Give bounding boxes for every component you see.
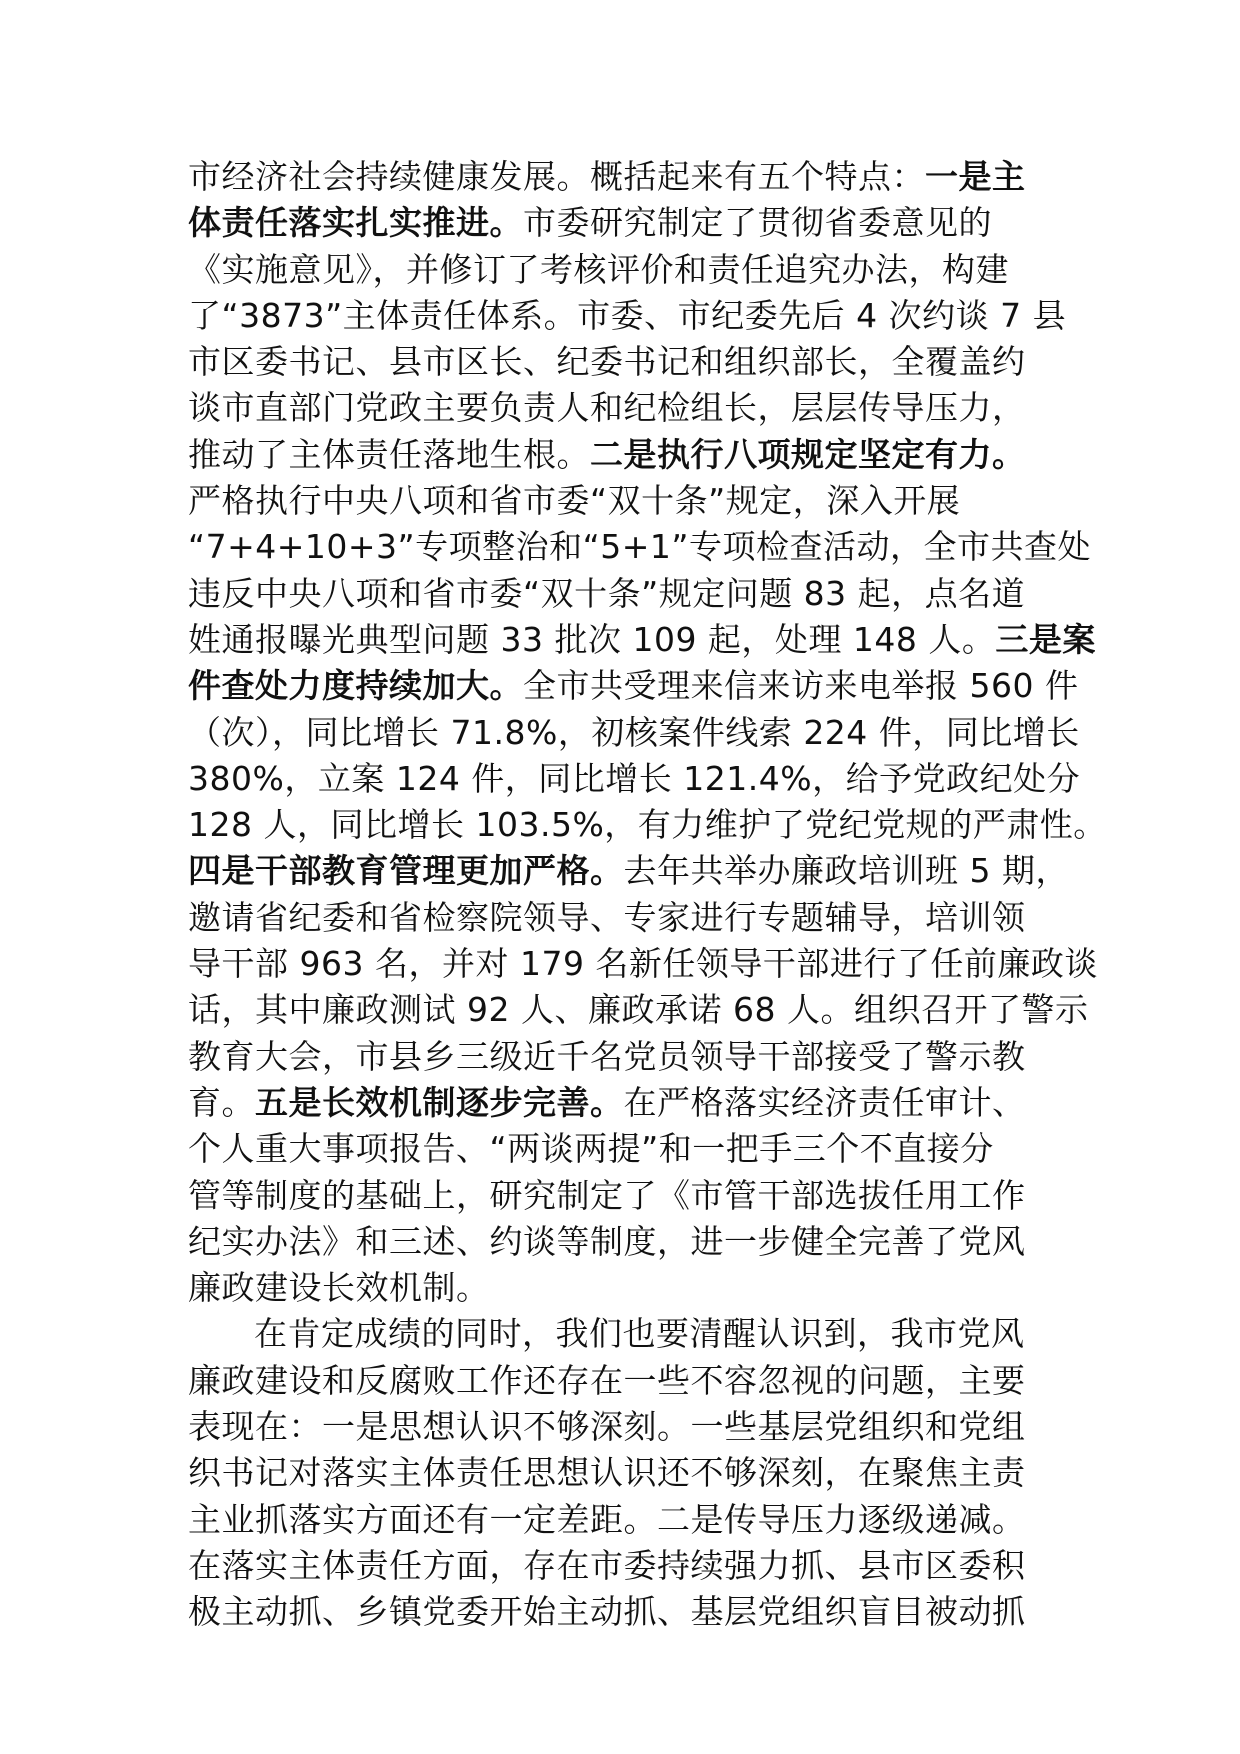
text-line: [188, 571, 1063, 617]
text-line: [188, 1034, 1063, 1080]
bold-heading-text: 二是执行八项规定坚定有力。: [590, 434, 1026, 474]
body-text: 市区委书记、县市区长、纪委书记和组织部长，全覆盖约: [188, 342, 1026, 382]
text-line: [188, 663, 1079, 709]
bold-heading-text: 件查处力度持续加大。: [188, 666, 523, 706]
text-line: [188, 1450, 1063, 1496]
body-text: 谈市直部门党政主要负责人和纪检组长，层层传导压力，: [188, 388, 1026, 428]
body-text: 去年共举办廉政培训班 5 期，: [623, 851, 1069, 891]
text-line: [188, 802, 1107, 848]
body-text: 在落实主体责任方面，存在市委持续强力抓、县市区委积: [188, 1545, 1026, 1585]
text-line: [188, 987, 1089, 1033]
body-text: 话，其中廉政测试 92 人、廉政承诺 68 人。组织召开了警示: [188, 990, 1089, 1030]
body-text: （次），同比增长 71.8%，初核案件线索 224 件，同比增长: [188, 712, 1080, 752]
text-line: [188, 1265, 1063, 1311]
bold-heading-text: 体责任落实扎实推进。: [188, 203, 523, 243]
body-text: 极主动抓、乡镇党委开始主动抓、基层党组织盲目被动抓: [188, 1592, 1026, 1632]
text-line: [188, 710, 1080, 756]
text-line: [188, 339, 1063, 385]
text-line: [188, 247, 1063, 293]
text-line: [188, 617, 1096, 663]
body-text: 织书记对落实主体责任思想认识还不够深刻，在聚焦主责: [188, 1453, 1026, 1493]
body-text: 128 人，同比增长 103.5%，有力维护了党纪党规的严肃性。: [188, 805, 1107, 845]
body-text: 表现在：一是思想认识不够深刻。一些基层党组织和党组: [188, 1407, 1026, 1447]
text-line: [188, 756, 1081, 802]
text-line: [188, 1497, 1063, 1543]
body-text: 市经济社会持续健康发展。概括起来有五个特点：: [188, 157, 925, 196]
bold-heading-text: 五是长效机制逐步完善。: [255, 1082, 624, 1122]
body-text: 廉政建设和反腐败工作还存在一些不容忽视的问题，主要: [188, 1360, 1026, 1400]
body-text: 《实施意见》，并修订了考核评价和责任追究办法，构建: [188, 249, 1009, 289]
text-line: [188, 1589, 1063, 1635]
text-line: [188, 1219, 1063, 1265]
body-text: 姓通报曝光典型问题 33 批次 109 起，处理 148 人。: [188, 619, 996, 659]
bold-heading-text: 一是主: [925, 157, 1026, 196]
body-text: 个人重大事项报告、“两谈两提”和一把手三个不直接分: [188, 1129, 994, 1169]
body-text: 育。: [188, 1082, 255, 1122]
body-text: 教育大会，市县乡三级近千名党员领导干部接受了警示教: [188, 1036, 1026, 1076]
body-text: 380%，立案 124 件，同比增长 121.4%，给予党政纪处分: [188, 758, 1081, 798]
paragraph-first-line: [188, 1311, 1063, 1357]
body-text: 推动了主体责任落地生根。: [188, 434, 590, 474]
text-line: [188, 478, 1063, 524]
text-line: [188, 385, 1063, 431]
text-line: [188, 1358, 1063, 1404]
text-line: [188, 1080, 1063, 1126]
body-text: 市委研究制定了贯彻省委意见的: [523, 203, 992, 243]
body-text: 在严格落实经济责任审计、: [623, 1082, 1026, 1122]
text-line: [188, 848, 1069, 894]
body-text: 邀请省纪委和省检察院领导、专家进行专题辅导，培训领: [188, 897, 1026, 937]
document-body-text: [188, 154, 1107, 1636]
text-line: [188, 293, 1067, 339]
text-line: [188, 1173, 1063, 1219]
bold-heading-text: 三是案: [995, 619, 1096, 659]
body-text: 导干部 963 名，并对 179 名新任领导干部进行了任前廉政谈: [188, 944, 1098, 984]
text-line: [188, 1126, 1063, 1172]
text-line: [188, 154, 1063, 200]
text-line: [188, 1543, 1063, 1589]
body-text: 主业抓落实方面还有一定差距。二是传导压力逐级递减。: [188, 1499, 1026, 1539]
text-line: [188, 200, 1063, 246]
body-text: 管等制度的基础上，研究制定了《市管干部选拔任用工作: [188, 1175, 1026, 1215]
body-text: 违反中央八项和省市委“双十条”规定问题 83 起，点名道: [188, 573, 1026, 613]
body-text: 严格执行中央八项和省市委“双十条”规定，深入开展: [188, 481, 961, 521]
body-text: “7+4+10+3”专项整治和“5+1”专项检查活动，全市共查处: [188, 527, 1091, 567]
text-line: [188, 895, 1063, 941]
text-line: [188, 432, 1063, 478]
body-text: 纪实办法》和三述、约谈等制度，进一步健全完善了党风: [188, 1221, 1026, 1261]
body-text: 了“3873”主体责任体系。市委、市纪委先后 4 次约谈 7 县: [188, 295, 1067, 335]
text-line: [188, 1404, 1063, 1450]
text-line: [188, 524, 1091, 570]
body-text: 廉政建设长效机制。: [188, 1268, 490, 1308]
text-line: [188, 941, 1098, 987]
bold-heading-text: 四是干部教育管理更加严格。: [188, 851, 624, 891]
body-text: 全市共受理来信来访来电举报 560 件: [523, 666, 1079, 706]
body-text: 在肯定成绩的同时，我们也要清醒认识到，我市党风: [254, 1314, 1025, 1354]
